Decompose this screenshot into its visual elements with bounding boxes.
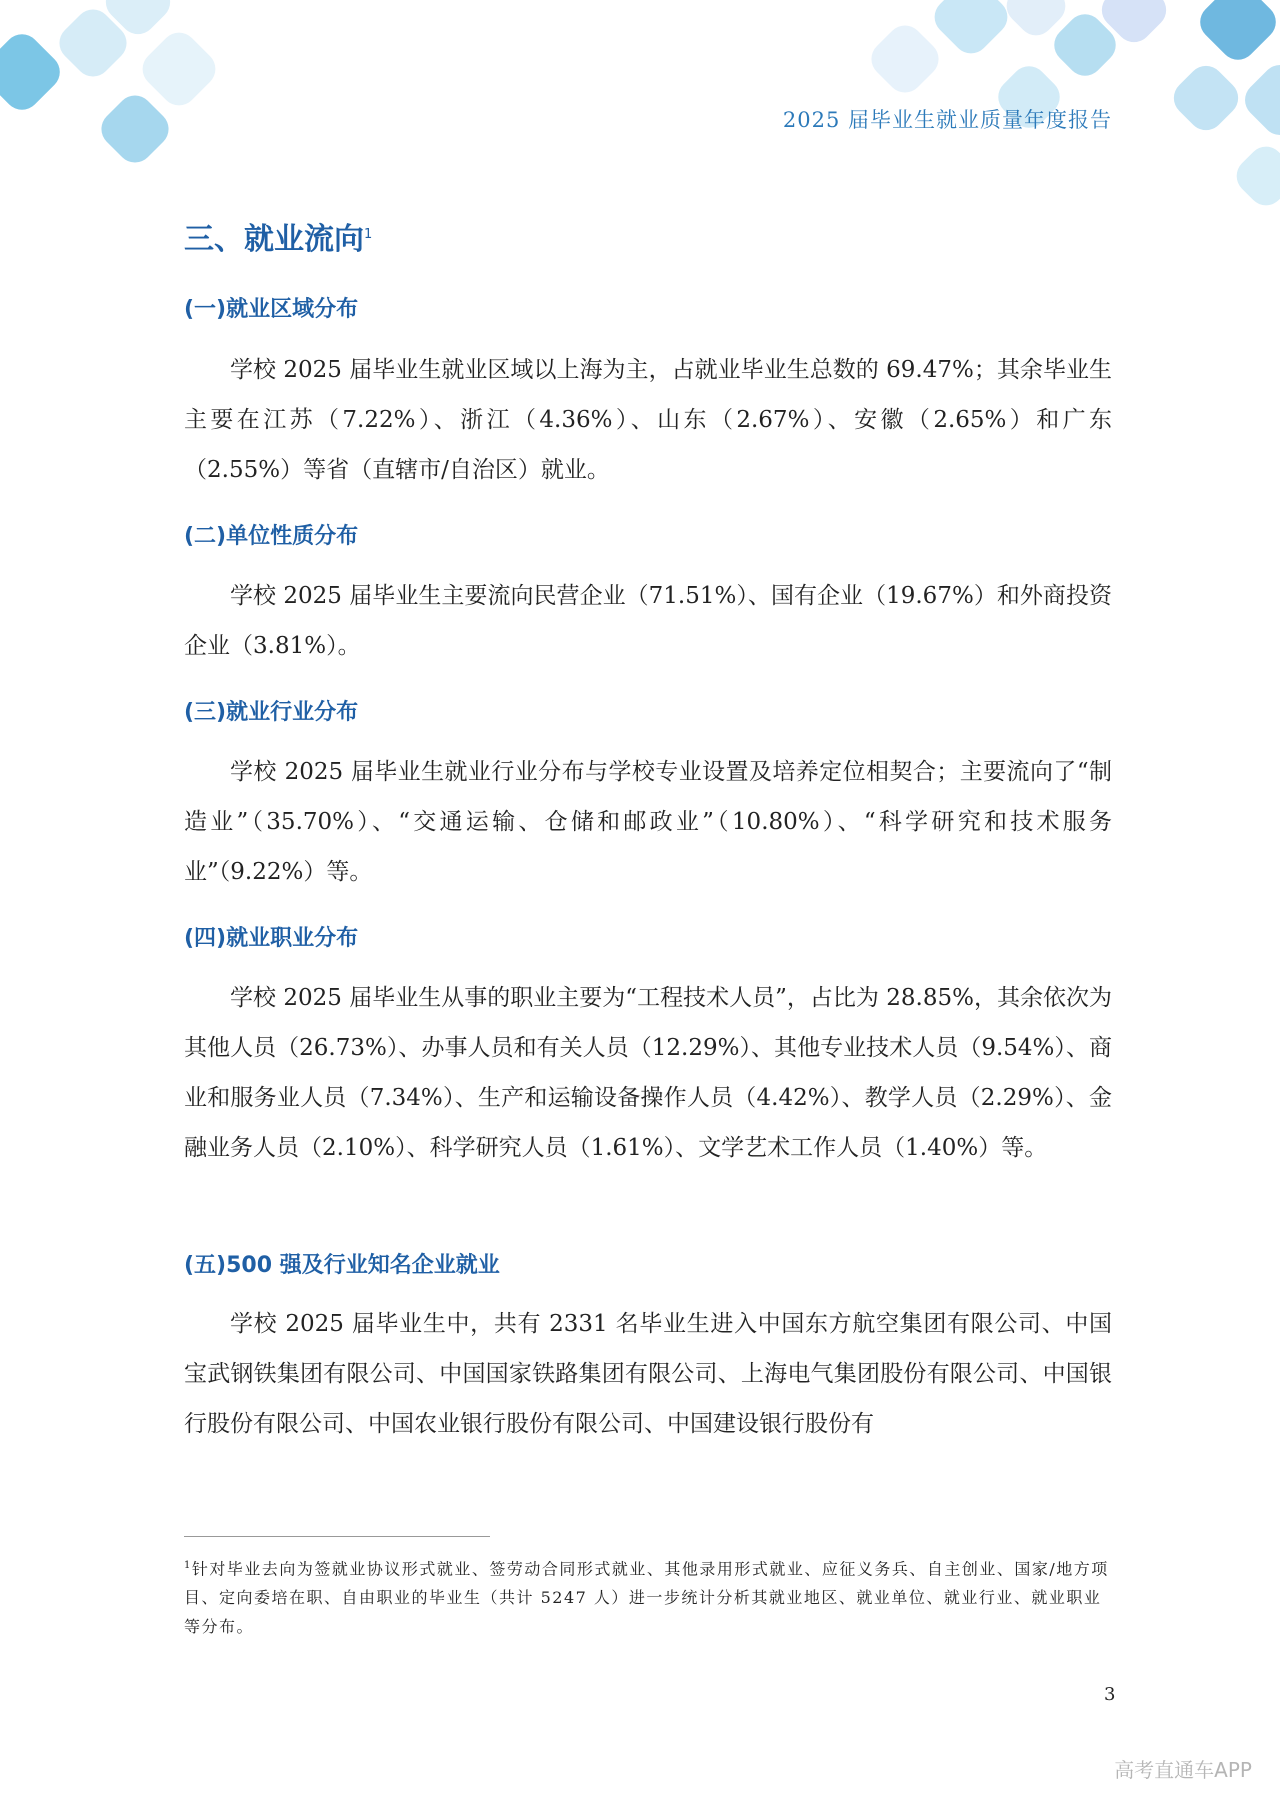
section-title [184, 214, 372, 258]
subsection-heading-employer-type: (二)单位性质分布 [184, 524, 359, 549]
paragraph-top500: 学校 2025 届毕业生中，共有 2331 名毕业生进入中国东方航空集团有限公司、中国宝武钢铁集团有限公司、中国国家铁路集团有限公司、上海电气集团股份有限公司、中国银行股份有限公司、中国农业银行股份有限公司、中国建设银行股份有 [184, 1311, 1112, 1437]
footnote-text: 针对毕业去向为签就业协议形式就业、签劳动合同形式就业、其他录用形式就业、应征义务兵、自主创业、国家/地方项目、定向委培在职、自由职业的毕业生（共计 5247 人）进一步统计分析其就业地区、就业单位、就业行业、就业职业等分布。 [184, 1559, 1109, 1637]
section-title-text: 三、就业流向 [184, 222, 364, 257]
footnote-marker: 1 [364, 227, 373, 242]
subsection-heading-region: (一)就业区域分布 [184, 297, 359, 322]
footnote-number: 1 [184, 1560, 192, 1571]
paragraph-region: 学校 2025 届毕业生就业区域以上海为主，占就业毕业生总数的 69.47%；其余毕业生主要在江苏（7.22%）、浙江（4.36%）、山东（2.67%）、安徽（2.65%）和广东（2.55%）等省（直辖市/自治区）就业。 [184, 357, 1112, 483]
footnote-divider [184, 1536, 490, 1537]
subsection-heading-occupation: (四)就业职业分布 [184, 926, 359, 951]
paragraph-industry: 学校 2025 届毕业生就业行业分布与学校专业设置及培养定位相契合；主要流向了“制造业”（35.70%）、“交通运输、仓储和邮政业”（10.80%）、“科学研究和技术服务业”（9.22%）等。 [184, 759, 1112, 885]
watermark: 高考直通车APP [1114, 1758, 1252, 1782]
subsection-heading-industry: (三)就业行业分布 [184, 700, 359, 725]
footnote [184, 1551, 1112, 1641]
paragraph-employer-type: 学校 2025 届毕业生主要流向民营企业（71.51%）、国有企业（19.67%）和外商投资企业（3.81%）。 [184, 583, 1112, 659]
page-number: 3 [1104, 1684, 1116, 1705]
paragraph-occupation: 学校 2025 届毕业生从事的职业主要为“工程技术人员”，占比为 28.85%，其余依次为其他人员（26.73%）、办事人员和有关人员（12.29%）、其他专业技术人员（9.54%）、商业和服务业人员（7.34%）、生产和运输设备操作人员（4.42%）、教学人员（2.29%）、金融业务人员（2.10%）、科学研究人员（1.61%）、文学艺术工作人员（1.40%）等。 [184, 985, 1112, 1161]
subsection-heading-top500: (五)500 强及行业知名企业就业 [184, 1253, 500, 1278]
report-header-title: 2025 届毕业生就业质量年度报告 [782, 108, 1112, 132]
